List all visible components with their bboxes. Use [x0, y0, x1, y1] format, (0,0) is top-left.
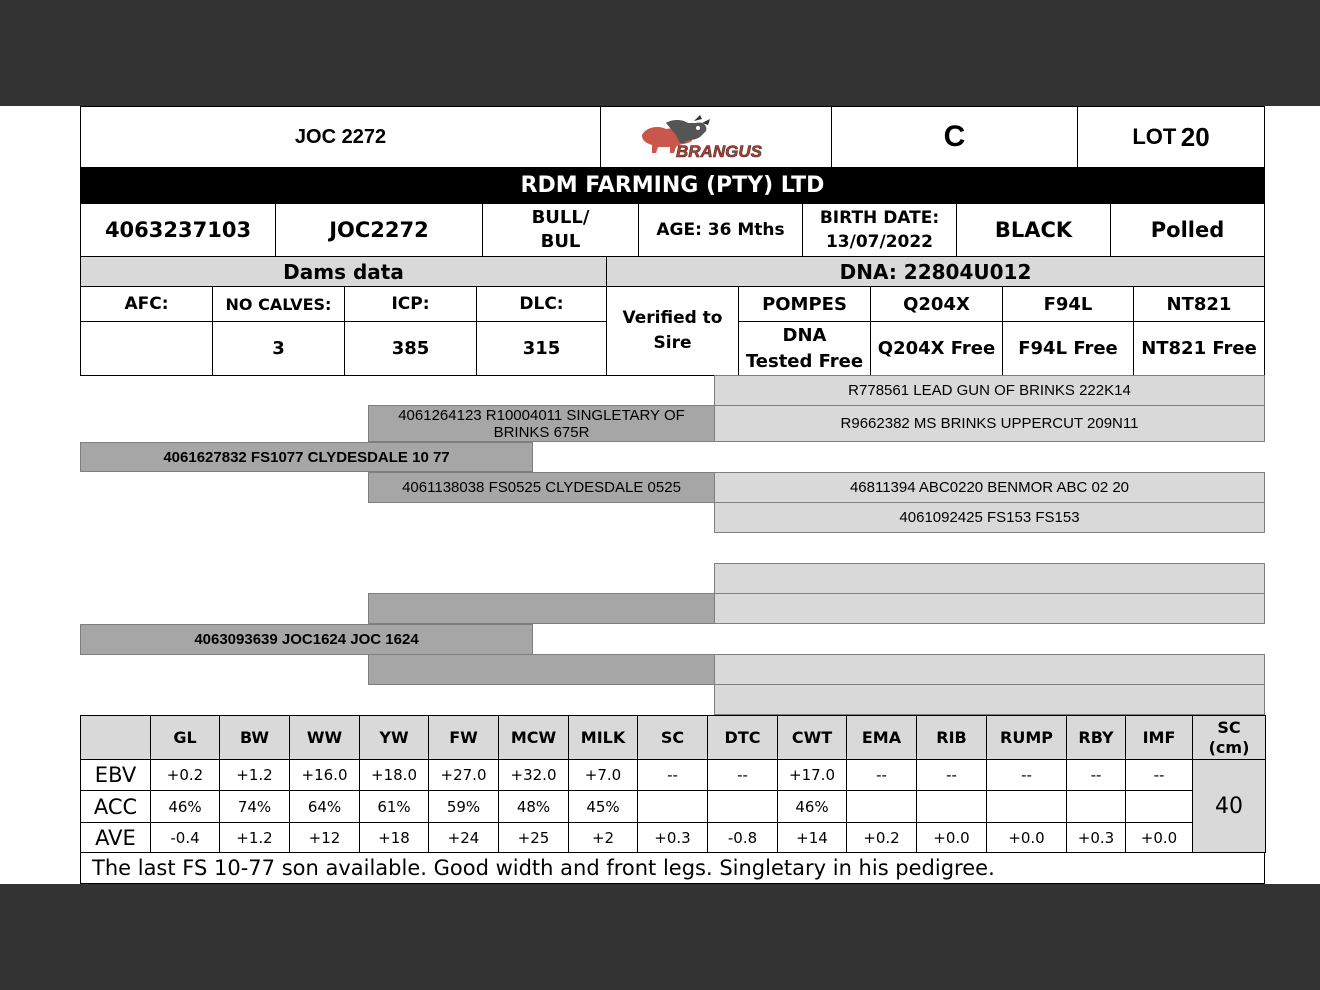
- birth-date-value: 13/07/2022: [825, 232, 934, 252]
- ebv-value-cell: +1.2: [219, 822, 290, 853]
- ebv-value-cell: 45%: [568, 790, 638, 823]
- ebv-value-cell: 48%: [498, 790, 569, 823]
- animal-code: JOC 2272: [80, 106, 601, 168]
- ebv-row-label: ACC: [80, 790, 151, 823]
- ebv-value-cell: [1066, 790, 1126, 823]
- birth-date: [802, 203, 957, 257]
- ebv-value-cell: --: [1066, 759, 1126, 791]
- ebv-column-header: YW: [359, 715, 429, 760]
- ebv-value-cell: [637, 790, 708, 823]
- animal-colour: BLACK: [956, 203, 1111, 257]
- ebv-value-cell: +32.0: [498, 759, 569, 791]
- ebv-value-cell: +16.0: [289, 759, 360, 791]
- ebv-value-cell: +17.0: [777, 759, 847, 791]
- pedigree-sire-dam-sire: 46811394 ABC0220 BENMOR ABC 02 20: [714, 472, 1265, 503]
- dna-test-nt821: NT821: [1133, 286, 1265, 322]
- dna-result-q204x: Q204X Free: [870, 321, 1003, 376]
- ebv-corner: [80, 715, 151, 760]
- ebv-value-cell: 59%: [428, 790, 499, 823]
- dams-header-dlc: DLC:: [476, 286, 607, 322]
- pompes-result-line-2: Tested Free: [745, 350, 864, 372]
- ebv-value-cell: +0.3: [1066, 822, 1126, 853]
- pedigree-dam: 4063093639 JOC1624 JOC 1624: [80, 624, 533, 655]
- dna-test-pompes: POMPES: [738, 286, 871, 322]
- ebv-value-cell: [916, 790, 987, 823]
- ebv-value-cell: [1125, 790, 1193, 823]
- animal-sex: [482, 203, 639, 257]
- lot-number: [1077, 106, 1265, 168]
- ebv-column-header: RIB: [916, 715, 987, 760]
- dna-test-f94l: F94L: [1002, 286, 1134, 322]
- pedigree-dam-sire-dam: [714, 593, 1265, 624]
- ebv-value-cell: 74%: [219, 790, 290, 823]
- birth-date-label: BIRTH DATE:: [819, 208, 940, 228]
- pedigree-sire-dam: 4061138038 FS0525 CLYDESDALE 0525: [368, 472, 715, 503]
- lot-value: 20: [1180, 121, 1210, 152]
- dna-test-q204x: Q204X: [870, 286, 1003, 322]
- animal-age: AGE: 36 Mths: [638, 203, 803, 257]
- verified-line-2: Sire: [653, 333, 692, 353]
- dams-value-afc: [80, 321, 213, 376]
- ebv-value-cell: [986, 790, 1067, 823]
- ebv-value-cell: +24: [428, 822, 499, 853]
- dna-result-nt821: NT821 Free: [1133, 321, 1265, 376]
- brangus-logo: [600, 106, 832, 168]
- ebv-column-header: DTC: [707, 715, 778, 760]
- ebv-value-cell: --: [916, 759, 987, 791]
- ebv-value-cell: +0.0: [986, 822, 1067, 853]
- pedigree-dam-sire: [368, 593, 715, 624]
- sex-line-1: BULL/: [531, 207, 590, 228]
- pedigree-dam-dam-sire: [714, 654, 1265, 685]
- sex-line-2: BUL: [540, 231, 581, 252]
- ebv-value-cell: +0.0: [1125, 822, 1193, 853]
- ebv-column-header: WW: [289, 715, 360, 760]
- animal-id: 4063237103: [80, 203, 276, 257]
- ebv-column-header: SC: [637, 715, 708, 760]
- ebv-column-header: EMA: [846, 715, 917, 760]
- pedigree-sire-dam-dam: 4061092425 FS153 FS153: [714, 502, 1265, 533]
- ebv-value-cell: +12: [289, 822, 360, 853]
- ebv-column-header: FW: [428, 715, 499, 760]
- animal-registration: JOC2272: [275, 203, 483, 257]
- ebv-row-label: EBV: [80, 759, 151, 791]
- ebv-value-cell: --: [707, 759, 778, 791]
- bull-logo-icon: [636, 113, 796, 161]
- ebv-column-header-sc-cm: [1192, 715, 1266, 760]
- dna-title: DNA: 22804U012: [606, 256, 1265, 287]
- ebv-value-cell: +0.2: [846, 822, 917, 853]
- pedigree-sire-sire-dam: R9662382 MS BRINKS UPPERCUT 209N11: [714, 405, 1265, 442]
- sc-cm-line-1: SC: [1217, 717, 1241, 737]
- ebv-value-cell: 46%: [150, 790, 220, 823]
- comment-box: The last FS 10-77 son available. Good width and front legs. Singletary in his pedigree.: [80, 852, 1265, 884]
- ebv-column-header: CWT: [777, 715, 847, 760]
- ebv-column-header: GL: [150, 715, 220, 760]
- dams-value-icp: 385: [344, 321, 477, 376]
- dams-value-dlc: 315: [476, 321, 607, 376]
- ebv-value-cell: +27.0: [428, 759, 499, 791]
- pedigree-sire-sire: 4061264123 R10004011 SINGLETARY OF BRINKS 675R: [368, 405, 715, 442]
- ebv-value-cell: +0.3: [637, 822, 708, 853]
- breeder-name: RDM FARMING (PTY) LTD: [80, 168, 1265, 203]
- ebv-value-cell: 61%: [359, 790, 429, 823]
- sc-cm-line-2: (cm): [1208, 737, 1250, 757]
- animal-horn-status: Polled: [1110, 203, 1265, 257]
- dams-value-calves: 3: [212, 321, 345, 376]
- verified-to-sire: [606, 286, 739, 376]
- ebv-value-cell: +18: [359, 822, 429, 853]
- verified-line-1: Verified to: [622, 308, 723, 328]
- ebv-sc-cm-value: 40: [1192, 759, 1266, 853]
- ebv-value-cell: 46%: [777, 790, 847, 823]
- ebv-row-label: AVE: [80, 822, 151, 853]
- ebv-value-cell: +1.2: [219, 759, 290, 791]
- ebv-column-header: BW: [219, 715, 290, 760]
- ebv-value-cell: +18.0: [359, 759, 429, 791]
- dna-result-f94l: F94L Free: [1002, 321, 1134, 376]
- pompes-result-line-1: DNA: [782, 324, 827, 346]
- grade-label: C: [831, 106, 1078, 168]
- ebv-value-cell: +25: [498, 822, 569, 853]
- pedigree-dam-dam: [368, 654, 715, 685]
- ebv-value-cell: [707, 790, 778, 823]
- ebv-column-header: MCW: [498, 715, 569, 760]
- ebv-value-cell: +2: [568, 822, 638, 853]
- svg-text:BRANGUS: BRANGUS: [676, 142, 762, 161]
- ebv-value-cell: [846, 790, 917, 823]
- dna-result-pompes: [738, 321, 871, 376]
- dams-header-afc: AFC:: [80, 286, 213, 322]
- lot-prefix: LOT: [1132, 124, 1177, 149]
- ebv-value-cell: 64%: [289, 790, 360, 823]
- ebv-value-cell: -0.8: [707, 822, 778, 853]
- pedigree-sire: 4061627832 FS1077 CLYDESDALE 10 77: [80, 442, 533, 472]
- pedigree-dam-dam-dam: [714, 684, 1265, 715]
- ebv-value-cell: +0.0: [916, 822, 987, 853]
- pedigree-sire-sire-sire: R778561 LEAD GUN OF BRINKS 222K14: [714, 375, 1265, 406]
- ebv-column-header: RUMP: [986, 715, 1067, 760]
- ebv-column-header: IMF: [1125, 715, 1193, 760]
- ebv-value-cell: +14: [777, 822, 847, 853]
- dams-header-icp: ICP:: [344, 286, 477, 322]
- dams-header-calves: NO CALVES:: [212, 286, 345, 322]
- ebv-column-header: MILK: [568, 715, 638, 760]
- ebv-value-cell: -0.4: [150, 822, 220, 853]
- ebv-value-cell: --: [846, 759, 917, 791]
- ebv-value-cell: +0.2: [150, 759, 220, 791]
- catalogue-sheet: [0, 106, 1320, 884]
- ebv-value-cell: --: [637, 759, 708, 791]
- ebv-value-cell: --: [986, 759, 1067, 791]
- ebv-value-cell: +7.0: [568, 759, 638, 791]
- ebv-column-header: RBY: [1066, 715, 1126, 760]
- pedigree-dam-sire-sire: [714, 563, 1265, 594]
- dams-data-title: Dams data: [80, 256, 607, 287]
- ebv-value-cell: --: [1125, 759, 1193, 791]
